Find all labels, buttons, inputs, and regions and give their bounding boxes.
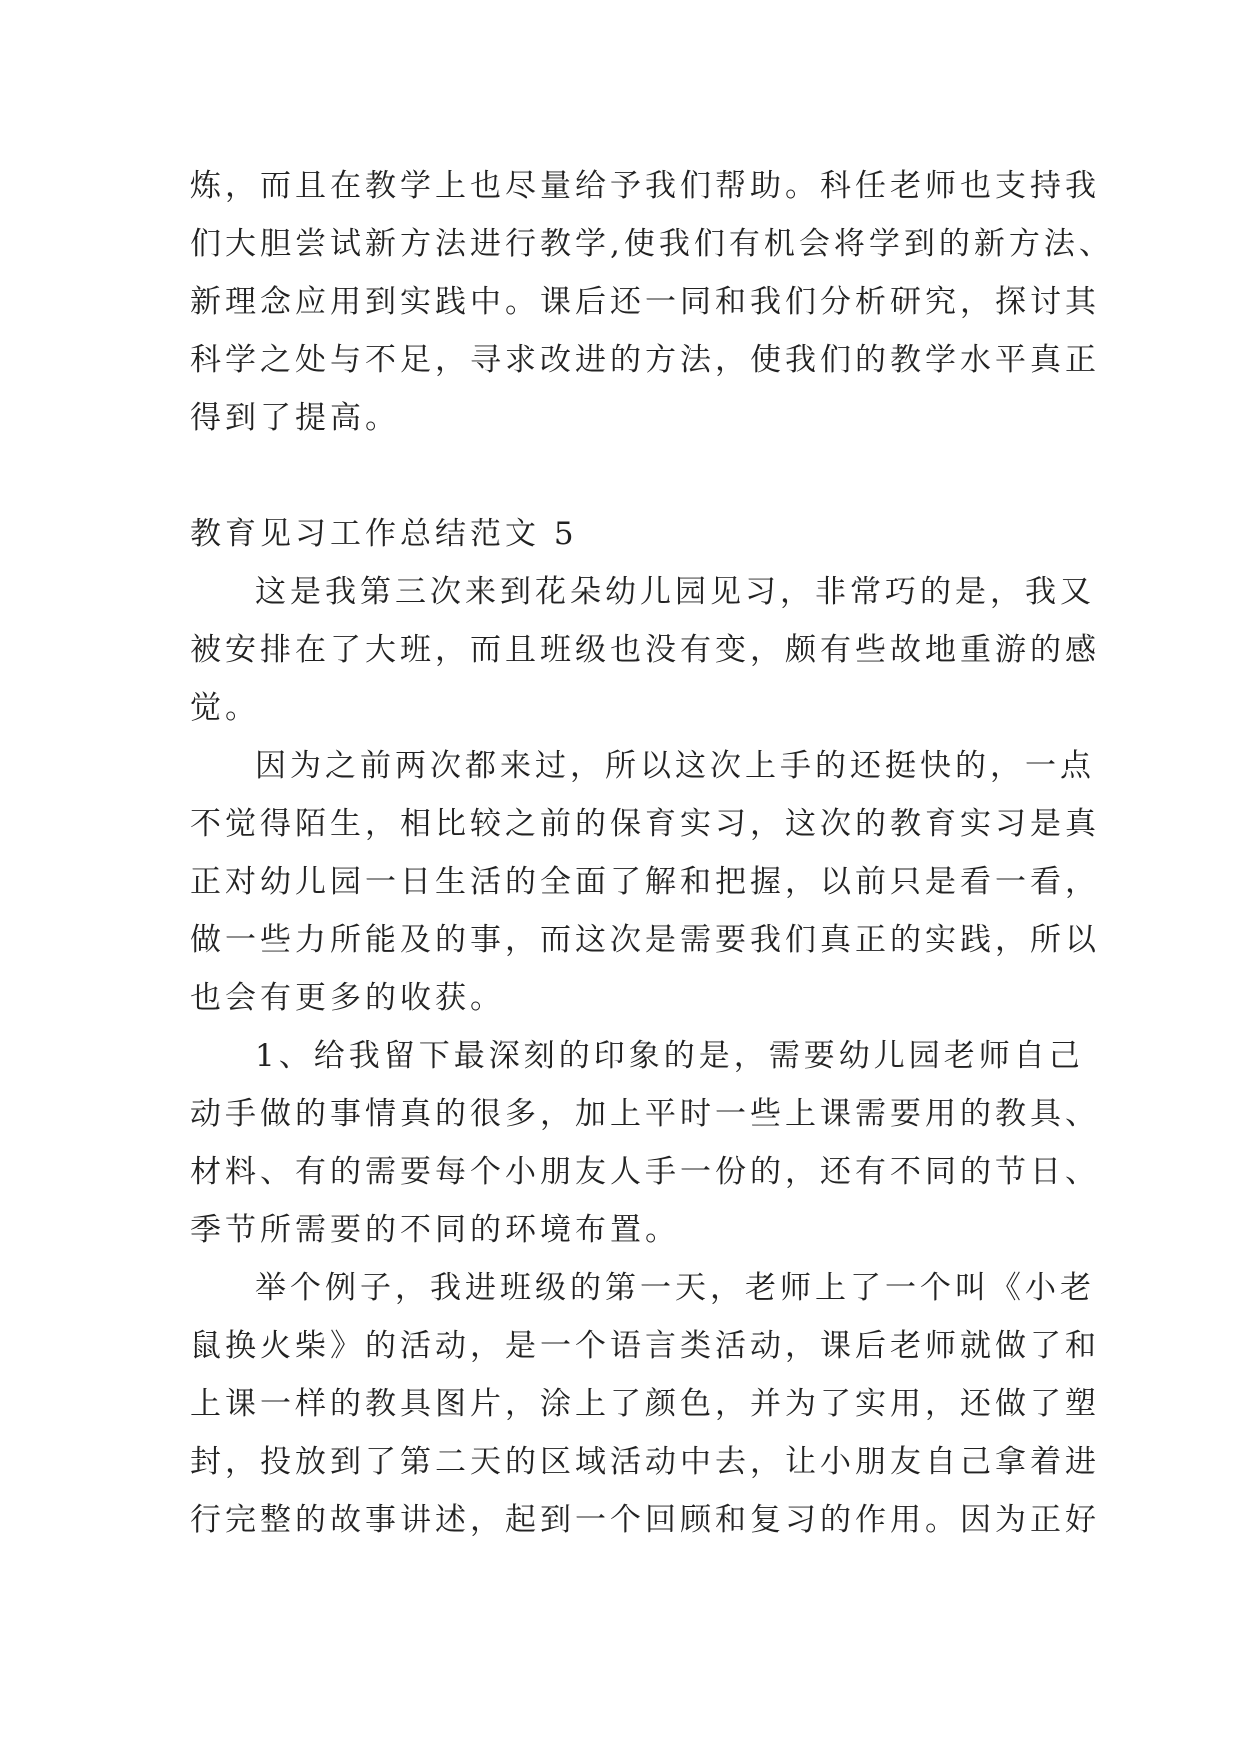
- text-line: 正对幼儿园一日生活的全面了解和把握，以前只是看一看，: [190, 864, 1100, 900]
- text-line: 举个例子，我进班级的第一天，老师上了一个叫《小老: [255, 1270, 1095, 1306]
- text-line: 季节所需要的不同的环境布置。: [190, 1212, 680, 1248]
- text-line: 们大胆尝试新方法进行教学,使我们有机会将学到的新方法、: [190, 226, 1114, 262]
- text-line: 1、给我留下最深刻的印象的是，需要幼儿园老师自己: [255, 1038, 1084, 1074]
- text-line: 新理念应用到实践中。课后还一同和我们分析研究，探讨其: [190, 284, 1100, 320]
- text-line: 行完整的故事讲述，起到一个回顾和复习的作用。因为正好: [190, 1502, 1100, 1538]
- section-title: 教育见习工作总结范文 5: [190, 516, 578, 552]
- text-line: 材料、有的需要每个小朋友人手一份的，还有不同的节日、: [190, 1154, 1100, 1190]
- text-line: 科学之处与不足，寻求改进的方法，使我们的教学水平真正: [190, 342, 1100, 378]
- text-line: 动手做的事情真的很多，加上平时一些上课需要用的教具、: [190, 1096, 1100, 1132]
- text-line: 这是我第三次来到花朵幼儿园见习，非常巧的是，我又: [255, 574, 1095, 610]
- text-line: 不觉得陌生，相比较之前的保育实习，这次的教育实习是真: [190, 806, 1100, 842]
- text-line: 被安排在了大班，而且班级也没有变，颇有些故地重游的感: [190, 632, 1100, 668]
- text-line: 也会有更多的收获。: [190, 980, 505, 1016]
- text-line: 炼，而且在教学上也尽量给予我们帮助。科任老师也支持我: [190, 168, 1100, 204]
- text-line: 封，投放到了第二天的区域活动中去，让小朋友自己拿着进: [190, 1444, 1100, 1480]
- text-line: 鼠换火柴》的活动，是一个语言类活动，课后老师就做了和: [190, 1328, 1100, 1364]
- text-line: 因为之前两次都来过，所以这次上手的还挺快的，一点: [255, 748, 1095, 784]
- text-line: 觉。: [190, 690, 260, 726]
- text-line: 得到了提高。: [190, 400, 400, 436]
- text-line: 做一些力所能及的事，而这次是需要我们真正的实践，所以: [190, 922, 1100, 958]
- text-line: 上课一样的教具图片，涂上了颜色，并为了实用，还做了塑: [190, 1386, 1100, 1422]
